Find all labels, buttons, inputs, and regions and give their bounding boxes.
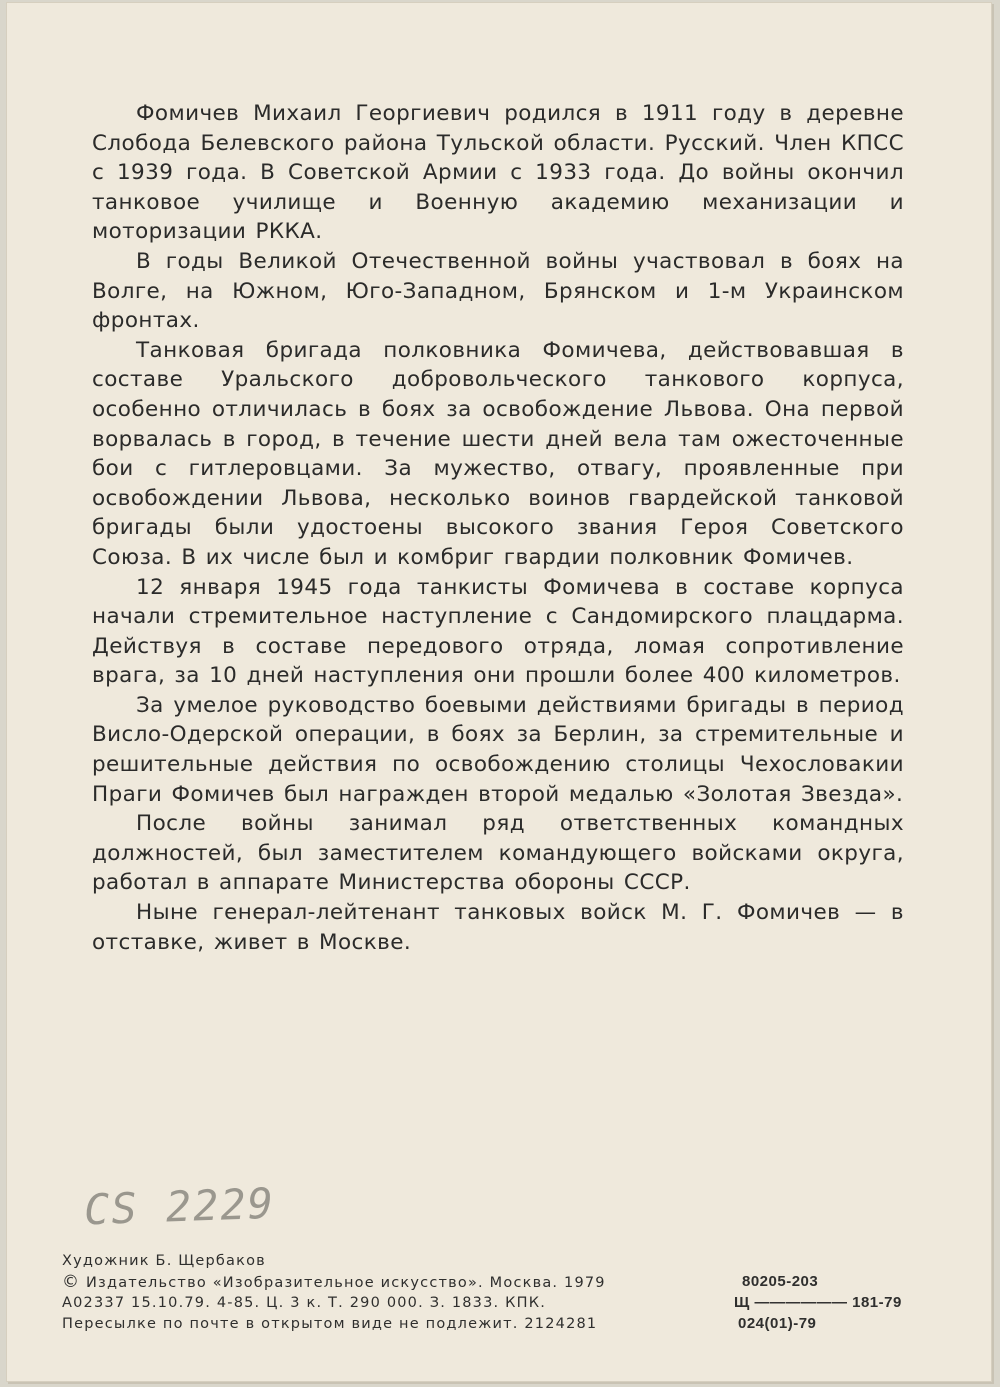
publisher-name: Издательство «Изобразительное искусство». Москва. 1979 — [86, 1275, 606, 1291]
paragraph-war-fronts: В годы Великой Отечественной войны участвовал в боях на Волге, на Южном, Юго-Западном, Брянском и 1-м Украинском фронтах. — [92, 248, 904, 334]
copyright-icon: © — [62, 1272, 81, 1292]
handwritten-catalog-number: CS 2229 — [83, 1178, 276, 1235]
publisher-row — [62, 1272, 882, 1293]
publisher-imprint — [62, 1251, 902, 1335]
classification-code: 024(01)-79 — [738, 1315, 817, 1332]
biography-text — [92, 99, 904, 957]
paragraph-lviv: Танковая бригада полковника Фомичева, действовавшая в составе Уральского добровольческого танкового корпуса, особенно отличилась в боях за освобождение Львова. Она первой ворвалась в город, в течение шести дней вела там ожесточенные бои с гитлеровцами. За мужество, отвагу, проявленные при освобождении Львова, несколько воинов гвардейской танковой бригады были удостоены высокого звания Героя Советского Союза. В их числе был и комбриг гвардии полковник Фомичев. — [92, 337, 904, 570]
paragraph-gold-star: За умелое руководство боевыми действиями бригады в период Висло-Одерской операции, в боях за Берлин, за стремительные и решительные действия по освобождению столицы Чехословакии Праги Фомичев был награжден второй медалью «Золотая Звезда». — [92, 692, 904, 807]
artist-credit: Художник Б. Щербаков — [62, 1253, 266, 1269]
print-info: А02337 15.10.79. 4-85. Ц. 3 к. Т. 290 000. З. 1833. КПК. — [62, 1295, 547, 1311]
print-info-row — [62, 1293, 902, 1314]
catalog-code: 80205-203 — [742, 1273, 819, 1290]
postal-row — [62, 1314, 882, 1335]
artist-row — [62, 1251, 882, 1272]
paragraph-birth: Фомичев Михаил Георгиевич родился в 1911 году в деревне Слобода Белевского района Тульской области. Русский. Член КПСС с 1939 года. В Советской Армии с 1933 года. До войны окончил танковое училище и Военную академию механизации и моторизации РККА. — [92, 101, 904, 245]
paragraph-retirement: Ныне генерал-лейтенант танковых войск М. Г. Фомичев — в отставке, живет в Москве. — [92, 900, 904, 955]
paragraph-sandomierz: 12 января 1945 года танкисты Фомичева в составе корпуса начали стремительное наступление с Сандомирского плацдарма. Действуя в составе передового отряда, ломая сопротивление врага, за 10 дней наступления они прошли более 400 километров. — [92, 574, 904, 689]
postcard-back — [6, 2, 992, 1382]
postal-note: Пересылке по почте в открытом виде не подлежит. 2124281 — [62, 1316, 598, 1332]
paragraph-postwar: После войны занимал ряд ответственных командных должностей, был заместителем командующего войсками округа, работал в аппарате Министерства обороны СССР. — [92, 811, 904, 896]
index-code: Щ —————— 181-79 — [734, 1294, 902, 1311]
